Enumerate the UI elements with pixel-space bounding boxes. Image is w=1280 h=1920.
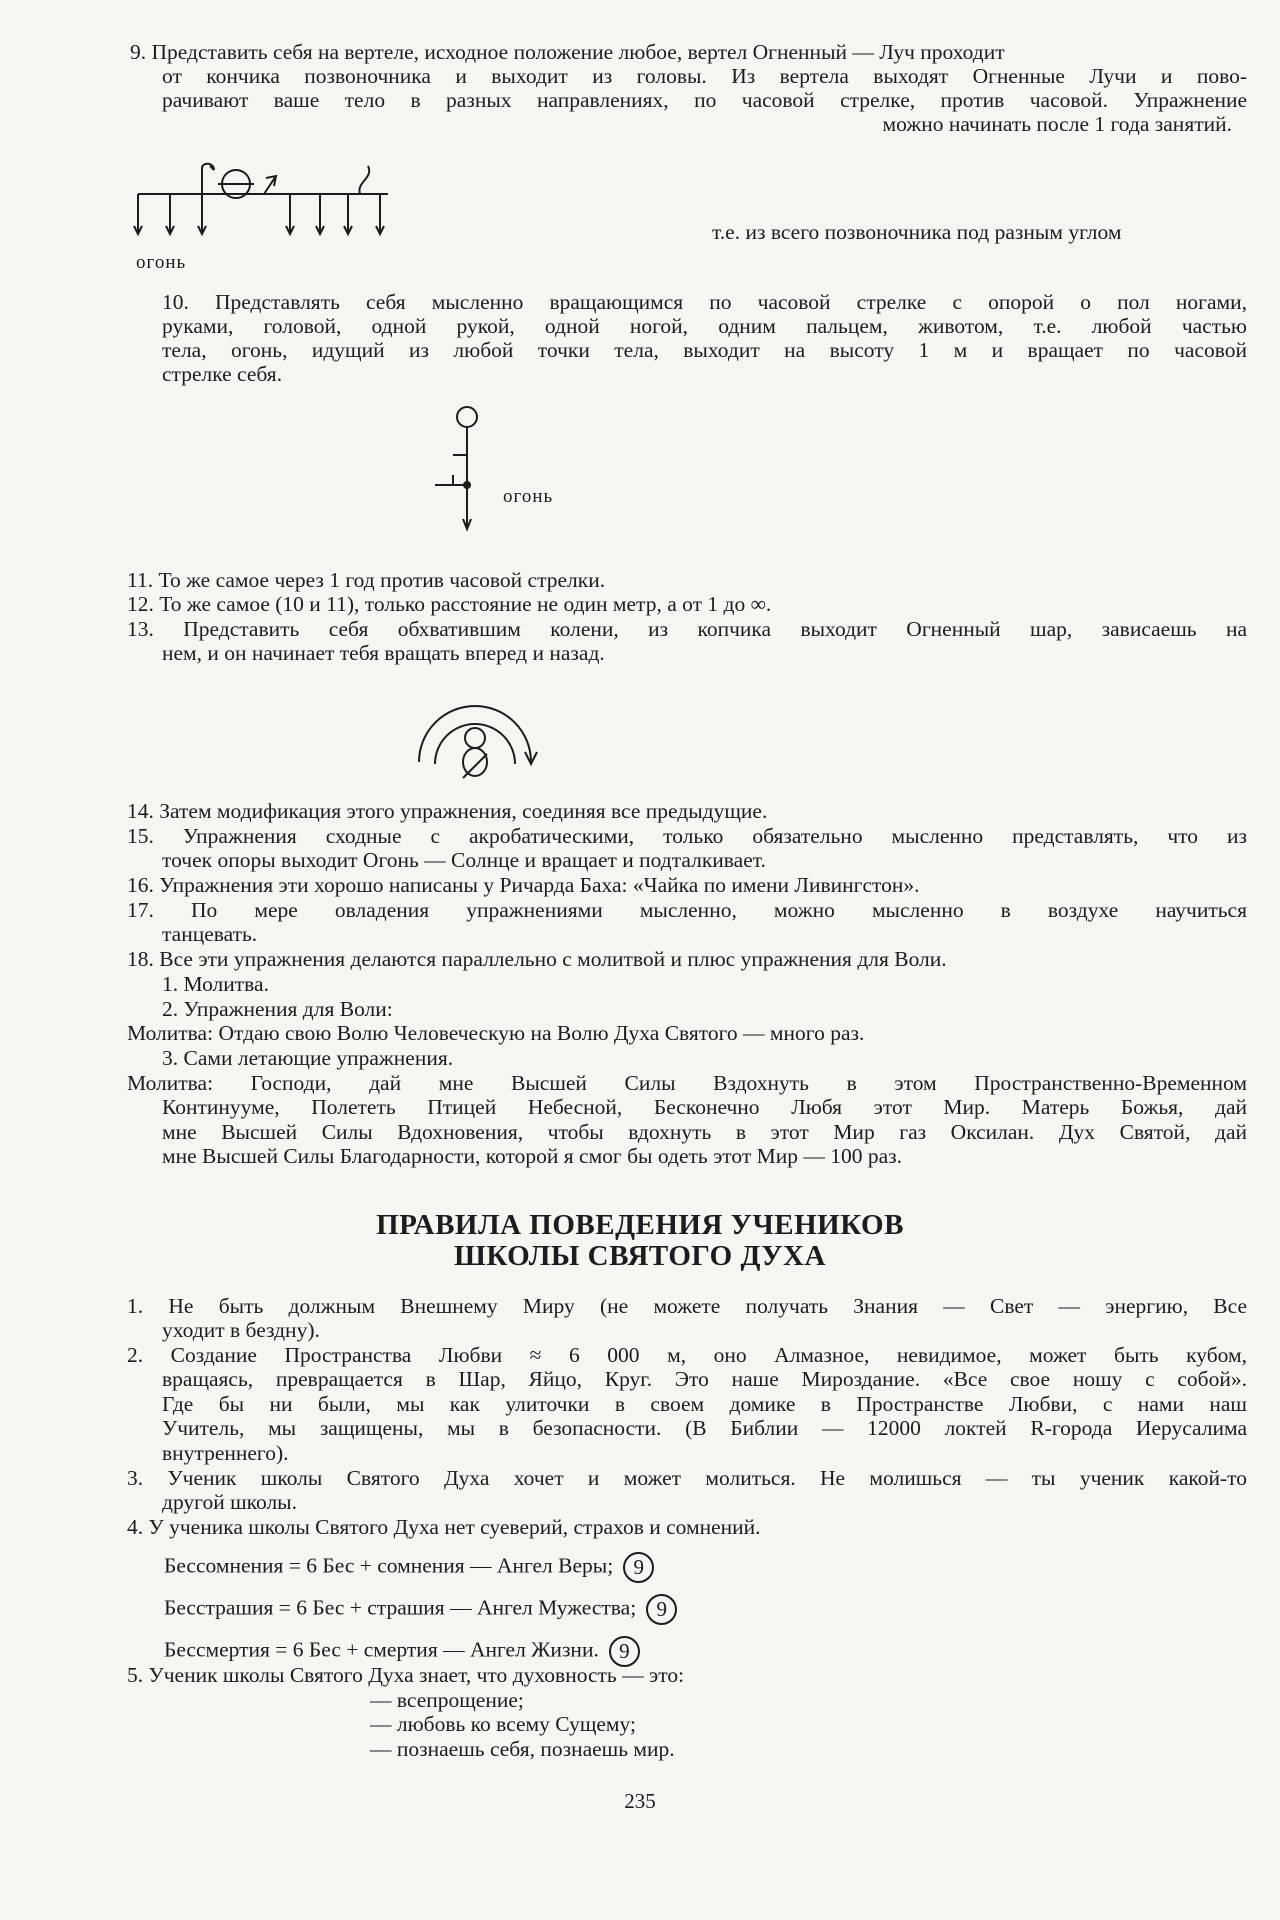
item13-line1: 13. Представить себя обхватившим колени, из копчика выходит Огненный шар, зависаешь на (127, 617, 1247, 641)
rule3-line1: 3. Ученик школы Святого Духа хочет и может молиться. Не молишься — ты ученик какой-то (127, 1466, 1247, 1490)
rule2-line5: внутреннего). (162, 1441, 289, 1465)
item11: 11. То же самое через 1 год против часовой стрелки. (127, 568, 606, 592)
rule2-line4: Учитель, мы защищены, мы в безопасности. (В Библии — 12000 локтей R-города Иерусалима (162, 1416, 1247, 1440)
item18-line1: 18. Все эти упражнения делаются параллельно с молитвой и плюс упражнения для Воли. (127, 947, 947, 971)
item9-line2: от кончика позвоночника и выходит из головы. Из вертела выходят Огненные Лучи и пово- (162, 64, 1247, 88)
rule4-formula2 (164, 1594, 677, 1625)
rule2-line2: вращаясь, превращается в Шар, Яйцо, Круг. Это наше Мироздание. «Все свое ношу с собой». (162, 1367, 1247, 1391)
rule1-line2: уходит в бездну). (162, 1318, 320, 1342)
item17-line1: 17. По мере овладения упражнениями мысленно, можно мысленно в воздухе научиться (127, 898, 1247, 922)
item10-line3: тела, огонь, идущий из любой точки тела, выходит на высоту 1 м и вращает по часовой (162, 338, 1247, 362)
item17-line2: танцевать. (162, 922, 258, 946)
spit-fire-diagram (130, 162, 390, 242)
formula3-text: Бессмертия = 6 Бес + смертия — Ангел Жизни. (164, 1637, 599, 1662)
rule5-dash1: — всепрощение; (370, 1688, 524, 1712)
rotation-sphere-diagram (405, 682, 545, 792)
item15-line1: 15. Упражнения сходные с акробатическими, только обязательно мысленно представлять, что из (127, 824, 1247, 848)
rule5-dash3: — познаешь себя, познаешь мир. (370, 1737, 675, 1761)
rule4-line1: 4. У ученика школы Святого Духа нет суеверий, страхов и сомнений. (127, 1515, 761, 1539)
item10-fire-label: огонь (503, 486, 554, 507)
section-title-line2: ШКОЛЫ СВЯТОГО ДУХА (454, 1240, 826, 1272)
item18-sub1: 1. Молитва. (162, 972, 269, 996)
rule5-dash2: — любовь ко всему Сущему; (370, 1712, 636, 1736)
rule4-formula1 (164, 1552, 654, 1583)
item18-sub2: 2. Упражнения для Воли: (162, 997, 393, 1021)
formula2-text: Бесстрашия = 6 Бес + страшия — Ангел Мужества; (164, 1595, 637, 1620)
rule1-line1: 1. Не быть должным Внешнему Миру (не можете получать Знания — Свет — энергию, Все (127, 1294, 1247, 1318)
item10-line2: руками, головой, одной рукой, одной ногой, одним пальцем, животом, т.е. любой частью (162, 314, 1247, 338)
item14: 14. Затем модификация этого упражнения, соединяя все предыдущие. (127, 799, 768, 823)
item9-line4: можно начинать после 1 года занятий. (882, 112, 1232, 136)
item9-line1: 9. Представить себя на вертеле, исходное положение любое, вертел Огненный — Луч проходит (130, 40, 1005, 64)
item15-line2: точек опоры выходит Огонь — Солнце и вращает и подталкивает. (162, 848, 766, 872)
item18-prayer2-line2: Континууме, Полететь Птицей Небесной, Бесконечно Любя этот Мир. Матерь Божья, дай (162, 1095, 1247, 1119)
circled-nine-mark: 9 (646, 1594, 677, 1625)
rule5-line1: 5. Ученик школы Святого Духа знает, что духовность — это: (127, 1663, 685, 1687)
circled-nine-mark: 9 (609, 1636, 640, 1667)
formula1-text: Бессомнения = 6 Бес + сомнения — Ангел Веры; (164, 1553, 614, 1578)
item13-line2: нем, и он начинает тебя вращать вперед и назад. (162, 641, 605, 665)
rule3-line2: другой школы. (162, 1490, 297, 1514)
item18-sub3: 3. Сами летающие упражнения. (162, 1046, 454, 1070)
item9-fire-label: огонь (136, 252, 187, 273)
item10-line1: 10. Представлять себя мысленно вращающимся по часовой стрелке с опорой о пол ногами, (162, 290, 1247, 314)
item9-line3: рачивают ваше тело в разных направлениях, по часовой стрелке, против часовой. Упражнение (162, 88, 1247, 112)
item16: 16. Упражнения эти хорошо написаны у Ричарда Баха: «Чайка по имени Ливингстон». (127, 873, 920, 897)
circled-nine-mark: 9 (623, 1552, 654, 1583)
item10-line4: стрелке себя. (162, 362, 283, 386)
stick-figure-diagram (425, 405, 505, 535)
item12: 12. То же самое (10 и 11), только расстояние не один метр, а от 1 до ∞. (127, 592, 772, 616)
item18-prayer2-line4: мне Высшей Силы Благодарности, которой я смог бы одеть этот Мир — 100 раз. (162, 1144, 903, 1168)
item18-prayer2-line3: мне Высшей Силы Вдохновения, чтобы вдохнуть в этот Мир газ Оксилан. Дух Святой, дай (162, 1120, 1247, 1144)
item18-prayer2-line1: Молитва: Господи, дай мне Высшей Силы Вздохнуть в этом Пространственно-Временном (127, 1071, 1247, 1095)
page-number: 235 (624, 1789, 656, 1813)
item9-caption: т.е. из всего позвоночника под разным углом (712, 220, 1122, 244)
rule2-line3: Где бы ни были, мы как улиточки в своем домике в Пространстве Любви, с нами наш (162, 1392, 1247, 1416)
section-title-line1: ПРАВИЛА ПОВЕДЕНИЯ УЧЕНИКОВ (376, 1209, 904, 1241)
item18-prayer1: Молитва: Отдаю свою Волю Человеческую на Волю Духа Святого — много раз. (127, 1021, 865, 1045)
rule2-line1: 2. Создание Пространства Любви ≈ 6 000 м, оно Алмазное, невидимое, может быть кубом, (127, 1343, 1247, 1367)
